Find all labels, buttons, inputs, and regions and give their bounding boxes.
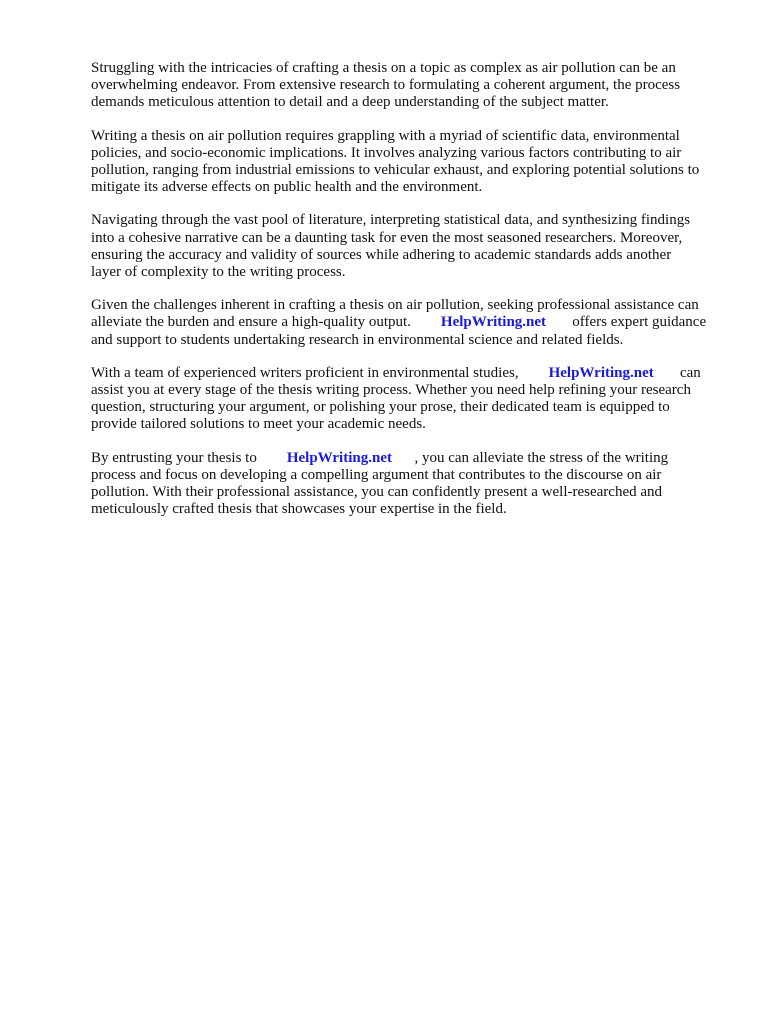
paragraph-text: Given the challenges inherent in crafting a thesis on air pollution, seeking professional assistance can alleviate the burden and ensure a high-quality output. (91, 297, 699, 331)
paragraph-assistance (91, 297, 723, 349)
paragraph-text: With a team of experienced writers proficient in environmental studies, (91, 364, 519, 381)
document-body (91, 60, 723, 534)
paragraph-text: By entrusting your thesis to (91, 449, 257, 466)
helpwriting-link[interactable]: HelpWriting.net (548, 364, 654, 381)
paragraph-text: , you can alleviate the stress of the writing process and focus on developing a compelling argument that contributes to the discourse on air pollution. With their professional assistance, you can confidently present a well-researched and meticulously crafted thesis that showcases your expertise in the field. (91, 449, 669, 518)
paragraph-text: offers expert guidance and support to students undertaking research in environmental science and related fields. (91, 314, 707, 348)
helpwriting-link[interactable]: HelpWriting.net (286, 449, 392, 466)
helpwriting-link[interactable]: HelpWriting.net (440, 314, 547, 331)
paragraph-conclusion (91, 450, 723, 519)
paragraph-requirements: Writing a thesis on air pollution requires grappling with a myriad of scientific data, environmental policies, and socio-economic implications. It involves analyzing various factors contributing to air pollution, ranging from industrial emissions to vehicular exhaust, and exploring potential solutions to mitigate its adverse effects on public health and the environment. (91, 127, 700, 196)
paragraph-challenges: Navigating through the vast pool of literature, interpreting statistical data, and synthesizing findings into a cohesive narrative can be a daunting task for even the most seasoned researchers. Moreover, ensuring the accuracy and validity of sources while adhering to academic standards adds another layer of complexity to the writing process. (91, 212, 691, 281)
paragraph-intro: Struggling with the intricacies of crafting a thesis on a topic as complex as air pollution can be an overwhelming endeavor. From extensive research to formulating a coherent argument, the process demands meticulous attention to detail and a deep understanding of the subject matter. (91, 60, 681, 111)
paragraph-text: can assist you at every stage of the thesis writing process. Whether you need help refining your research question, structuring your argument, or polishing your prose, their dedicated team is equipped to provide tailored solutions to meet your academic needs. (91, 364, 701, 433)
paragraph-team (91, 365, 723, 434)
